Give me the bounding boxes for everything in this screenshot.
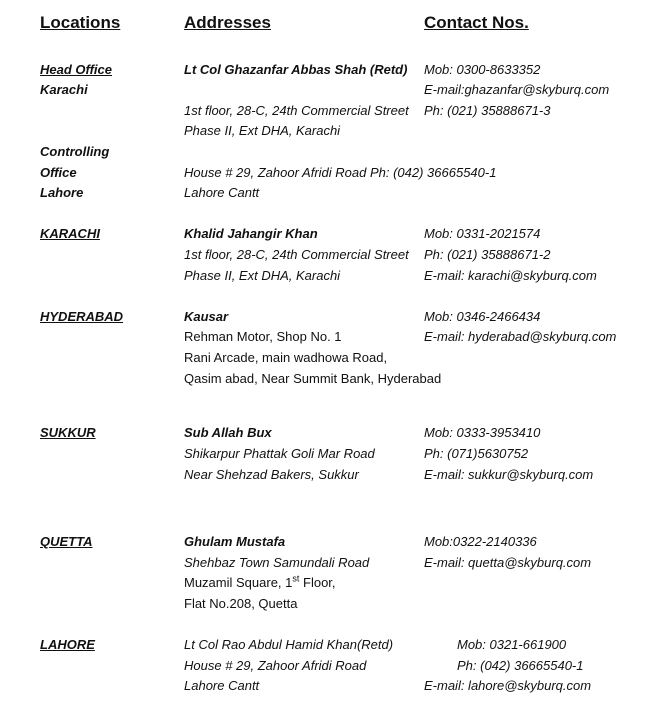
email-address: E-mail: karachi@skyburq.com bbox=[424, 268, 597, 283]
ordinal-suffix: st bbox=[292, 573, 300, 584]
address-line: 1st floor, 28-C, 24th Commercial Street bbox=[184, 247, 409, 262]
address-text: Muzamil Square, 1 bbox=[184, 575, 293, 590]
address-line: Lahore Cantt bbox=[184, 185, 260, 200]
location-quetta: QUETTA bbox=[40, 534, 93, 549]
email-address: E-mail:ghazanfar@skyburq.com bbox=[424, 82, 610, 97]
address-line: Phase II, Ext DHA, Karachi bbox=[184, 123, 341, 138]
header-addresses: Addresses bbox=[184, 13, 271, 32]
location-controlling: Controlling bbox=[40, 144, 110, 159]
address-line: Phase II, Ext DHA, Karachi bbox=[184, 268, 341, 283]
phone-number: Ph: (021) 35888671-2 bbox=[424, 247, 551, 262]
header-contacts: Contact Nos. bbox=[424, 13, 529, 32]
phone-number: Ph: (071)5630752 bbox=[424, 446, 529, 461]
email-address: E-mail: sukkur@skyburq.com bbox=[424, 467, 594, 482]
mobile-number: Mob: 0321-661900 bbox=[457, 637, 567, 652]
contact-person-hyderabad: Kausar bbox=[184, 309, 229, 324]
address-line: 1st floor, 28-C, 24th Commercial Street bbox=[184, 103, 409, 118]
location-sukkur: SUKKUR bbox=[40, 425, 96, 440]
address-line: Near Shehzad Bakers, Sukkur bbox=[184, 467, 359, 482]
mobile-number: Mob: 0331-2021574 bbox=[424, 226, 541, 241]
location-karachi: KARACHI bbox=[40, 226, 100, 241]
contact-person-karachi: Khalid Jahangir Khan bbox=[184, 226, 318, 241]
email-address: E-mail: hyderabad@skyburq.com bbox=[424, 329, 617, 344]
address-line: Shehbaz Town Samundali Road bbox=[184, 555, 370, 570]
mobile-number: Mob:0322-2140336 bbox=[424, 534, 537, 549]
contact-person-lahore: Lt Col Rao Abdul Hamid Khan(Retd) bbox=[184, 637, 394, 652]
location-hyderabad: HYDERABAD bbox=[40, 309, 124, 324]
address-text: Floor, bbox=[299, 575, 336, 590]
phone-number: Ph: (021) 35888671-3 bbox=[424, 103, 551, 118]
header-locations: Locations bbox=[40, 13, 121, 32]
location-controlling-office: Office bbox=[40, 165, 77, 180]
address-line: Lahore Cantt bbox=[184, 678, 260, 693]
location-head-office-city: Karachi bbox=[40, 82, 88, 97]
phone-number: Ph: (042) 36665540-1 bbox=[457, 658, 584, 673]
contact-person-quetta: Ghulam Mustafa bbox=[184, 534, 286, 549]
mobile-number: Mob: 0333-3953410 bbox=[424, 425, 541, 440]
location-head-office: Head Office bbox=[40, 62, 113, 77]
mobile-number: Mob: 0300-8633352 bbox=[424, 62, 541, 77]
address-line bbox=[184, 575, 336, 591]
location-controlling-city: Lahore bbox=[40, 185, 84, 200]
location-lahore: LAHORE bbox=[40, 637, 95, 652]
address-line: House # 29, Zahoor Afridi Road bbox=[184, 658, 367, 673]
address-line: Flat No.208, Quetta bbox=[184, 596, 298, 611]
email-address: E-mail: quetta@skyburq.com bbox=[424, 555, 592, 570]
mobile-number: Mob: 0346-2466434 bbox=[424, 309, 541, 324]
address-line: Rehman Motor, Shop No. 1 bbox=[184, 329, 342, 344]
contact-person-sukkur: Sub Allah Bux bbox=[184, 425, 272, 440]
email-address: E-mail: lahore@skyburq.com bbox=[424, 678, 592, 693]
contact-person-head-office: Lt Col Ghazanfar Abbas Shah (Retd) bbox=[184, 62, 408, 77]
address-line: House # 29, Zahoor Afridi Road Ph: (042) 36665540-1 bbox=[184, 165, 497, 180]
address-line: Shikarpur Phattak Goli Mar Road bbox=[184, 446, 375, 461]
address-line: Qasim abad, Near Summit Bank, Hyderabad bbox=[184, 371, 442, 386]
address-line: Rani Arcade, main wadhowa Road, bbox=[184, 350, 388, 365]
